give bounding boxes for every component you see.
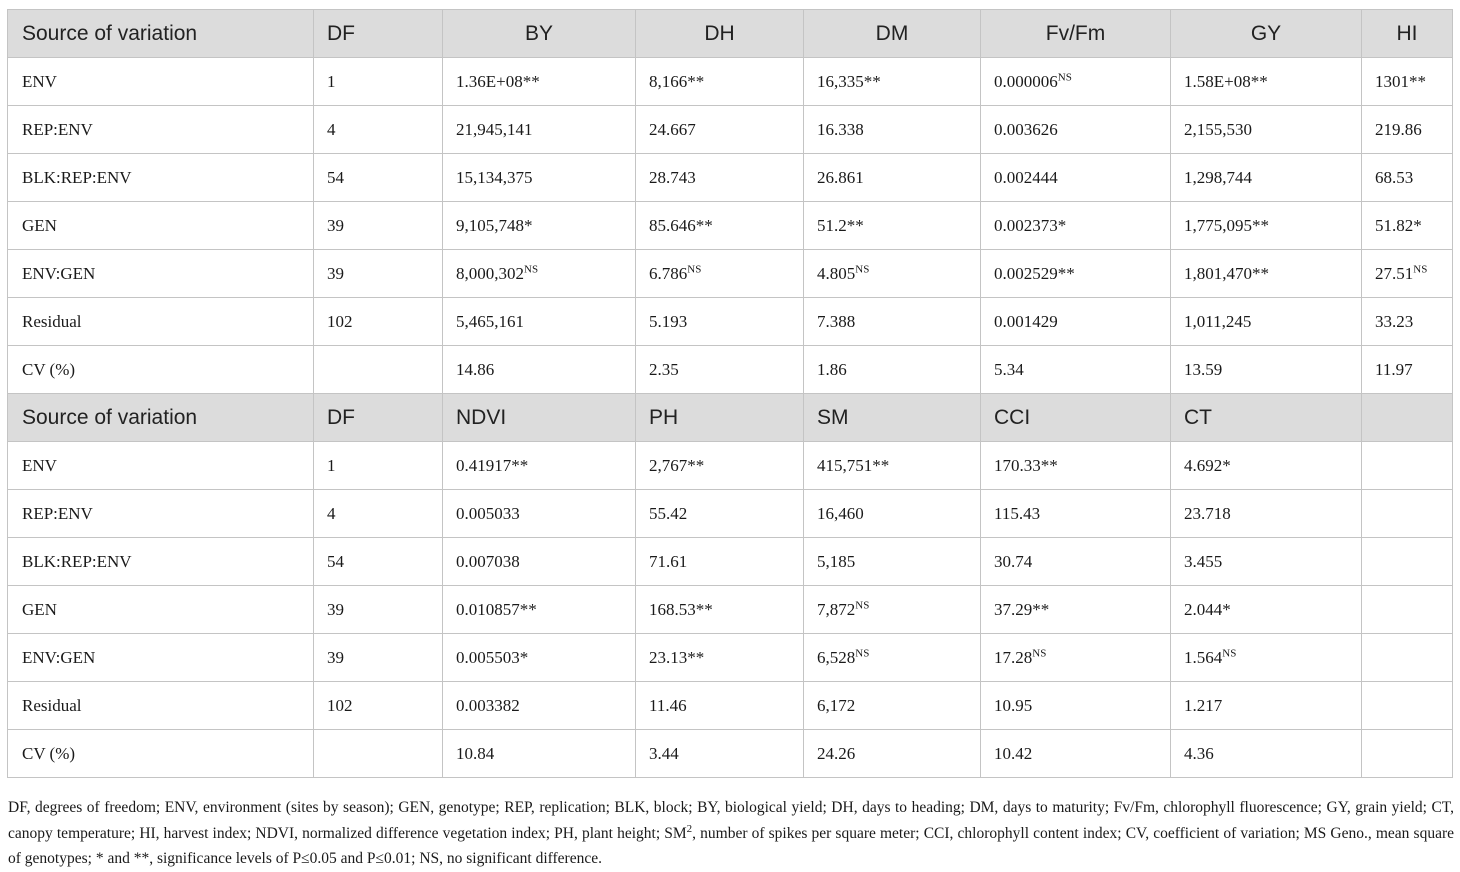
significance-superscript: NS: [1413, 262, 1428, 275]
table-cell: [1362, 586, 1453, 634]
cell-value: 24.26: [817, 743, 856, 763]
row-label-cell: [8, 730, 314, 778]
cell-value: 14.86: [456, 359, 495, 379]
cell-value: 1.564: [1184, 647, 1223, 667]
table-body-1: [8, 58, 1453, 394]
cell-value: 0.005503*: [456, 647, 529, 667]
table-cell: [314, 442, 443, 490]
significance-superscript: NS: [1222, 646, 1237, 659]
cell-value: 10.42: [994, 743, 1033, 763]
footnote-text-continued: , number of spikes per square meter; CCI, chlorophyll content index; CV, coefficient of variation; MS Geno., mean square of genotypes; * and **, significance levels of P≤0.05 and P≤0.01; NS, no significant difference.: [8, 824, 1454, 867]
table-cell: [443, 634, 636, 682]
table-row: [8, 106, 1453, 154]
significance-superscript: NS: [855, 598, 870, 611]
table-cell: [981, 586, 1171, 634]
cell-value: 15,134,375: [456, 167, 533, 187]
header-cell: DF: [314, 10, 443, 58]
table-cell: [981, 634, 1171, 682]
table-cell: [314, 682, 443, 730]
table-row: [8, 154, 1453, 202]
cell-value: 6,528: [817, 647, 856, 667]
cell-value: BLK:REP:ENV: [22, 551, 132, 571]
table-row: [8, 298, 1453, 346]
table-cell: [443, 298, 636, 346]
table-cell: [636, 154, 804, 202]
cell-value: 1,011,245: [1184, 311, 1252, 331]
table-row: [8, 682, 1453, 730]
table-cell: [804, 58, 981, 106]
cell-value: 8,166**: [649, 71, 705, 91]
table-cell: [314, 730, 443, 778]
cell-value: 54: [327, 551, 344, 571]
cell-value: 7.388: [817, 311, 856, 331]
cell-value: 3.44: [649, 743, 679, 763]
cell-value: 33.23: [1375, 311, 1414, 331]
table-row: [8, 58, 1453, 106]
cell-value: 5,185: [817, 551, 856, 571]
cell-value: 51.2**: [817, 215, 864, 235]
table-cell: [636, 490, 804, 538]
cell-value: 0.010857**: [456, 599, 537, 619]
header-cell: Source of variation: [8, 394, 314, 442]
cell-value: 1,775,095**: [1184, 215, 1269, 235]
cell-value: ENV: [22, 455, 57, 475]
significance-superscript: NS: [524, 262, 539, 275]
table-cell: [636, 442, 804, 490]
cell-value: 4: [327, 503, 336, 523]
cell-value: 1.86: [817, 359, 847, 379]
cell-value: 1.58E+08**: [1184, 71, 1268, 91]
cell-value: 7,872: [817, 599, 856, 619]
cell-value: Residual: [22, 695, 82, 715]
significance-superscript: NS: [1032, 646, 1047, 659]
table-cell: [443, 346, 636, 394]
cell-value: 0.001429: [994, 311, 1058, 331]
table-cell: [804, 202, 981, 250]
table-row: [8, 442, 1453, 490]
table-cell: [443, 586, 636, 634]
cell-value: 39: [327, 215, 344, 235]
table-cell: [636, 634, 804, 682]
table-cell: [804, 586, 981, 634]
cell-value: 4: [327, 119, 336, 139]
cell-value: 30.74: [994, 551, 1033, 571]
cell-value: 1: [327, 71, 336, 91]
table-cell: [804, 298, 981, 346]
significance-superscript: NS: [1057, 70, 1072, 83]
table-cell: [636, 730, 804, 778]
cell-value: 2.35: [649, 359, 679, 379]
table-row: [8, 730, 1453, 778]
cell-value: Residual: [22, 311, 82, 331]
cell-value: 1,801,470**: [1184, 263, 1269, 283]
table-cell: [636, 586, 804, 634]
cell-value: 71.61: [649, 551, 688, 571]
header-cell: [1362, 394, 1453, 442]
table-cell: [981, 298, 1171, 346]
significance-superscript: NS: [687, 262, 702, 275]
table-cell: [314, 298, 443, 346]
table-cell: [1362, 106, 1453, 154]
cell-value: 9,105,748*: [456, 215, 533, 235]
cell-value: 4.36: [1184, 743, 1214, 763]
cell-value: 16,460: [817, 503, 864, 523]
table-cell: [981, 490, 1171, 538]
table-cell: [1171, 634, 1362, 682]
table-cell: [1362, 538, 1453, 586]
cell-value: 11.46: [649, 695, 687, 715]
header-cell: BY: [443, 10, 636, 58]
cell-value: 10.95: [994, 695, 1033, 715]
table-cell: [981, 682, 1171, 730]
cell-value: 5,465,161: [456, 311, 524, 331]
row-label-cell: [8, 586, 314, 634]
row-label-cell: [8, 58, 314, 106]
cell-value: 3.455: [1184, 551, 1223, 571]
table-row: [8, 634, 1453, 682]
table-cell: [314, 586, 443, 634]
table-cell: [804, 346, 981, 394]
cell-value: 219.86: [1375, 119, 1422, 139]
cell-value: 1.36E+08**: [456, 71, 540, 91]
table-cell: [1362, 250, 1453, 298]
cell-value: 0.002444: [994, 167, 1058, 187]
table-row: [8, 586, 1453, 634]
table-cell: [443, 730, 636, 778]
table-cell: [443, 538, 636, 586]
cell-value: 102: [327, 311, 353, 331]
row-label-cell: [8, 442, 314, 490]
cell-value: 17.28: [994, 647, 1033, 667]
cell-value: 0.002373*: [994, 215, 1067, 235]
cell-value: 13.59: [1184, 359, 1223, 379]
table-cell: [981, 202, 1171, 250]
row-label-cell: [8, 202, 314, 250]
header-cell: DH: [636, 10, 804, 58]
table-row: [8, 490, 1453, 538]
table-cell: [1171, 490, 1362, 538]
cell-value: 4.805: [817, 263, 856, 283]
cell-value: 4.692*: [1184, 455, 1231, 475]
table-cell: [636, 346, 804, 394]
cell-value: BLK:REP:ENV: [22, 167, 132, 187]
table-cell: [314, 250, 443, 298]
table-cell: [804, 106, 981, 154]
cell-value: 0.000006: [994, 71, 1058, 91]
table-cell: [443, 106, 636, 154]
cell-value: 54: [327, 167, 344, 187]
table-cell: [1171, 250, 1362, 298]
table-cell: [314, 346, 443, 394]
table-cell: [314, 154, 443, 202]
cell-value: 16,335**: [817, 71, 881, 91]
table-cell: [314, 634, 443, 682]
table-cell: [1362, 154, 1453, 202]
header-cell: Source of variation: [8, 10, 314, 58]
table-cell: [636, 682, 804, 730]
table-cell: [1362, 634, 1453, 682]
header-cell: CCI: [981, 394, 1171, 442]
table-cell: [981, 346, 1171, 394]
table-cell: [443, 58, 636, 106]
table-cell: [981, 58, 1171, 106]
header-row-1: [8, 10, 1453, 58]
table-cell: [636, 538, 804, 586]
cell-value: 24.667: [649, 119, 696, 139]
cell-value: ENV:GEN: [22, 647, 96, 667]
table-cell: [804, 250, 981, 298]
table-cell: [1171, 106, 1362, 154]
significance-superscript: NS: [855, 646, 870, 659]
cell-value: 0.005033: [456, 503, 520, 523]
footnote-text: DF, degrees of freedom; ENV, environment (sites by season); GEN, genotype; REP, replication; BLK, block; BY, biological yield; DH, days to heading; DM, days to maturity; Fv/Fm, chlorophyll fluorescence; GY, grain yield; CT, canopy temperature; HI, harvest index; NDVI, normalized difference vegetation index; PH, plant height; SM: [8, 799, 1454, 842]
row-label-cell: [8, 490, 314, 538]
cell-value: 115.43: [994, 503, 1041, 523]
row-label-cell: [8, 634, 314, 682]
table-cell: [636, 202, 804, 250]
cell-value: GEN: [22, 215, 57, 235]
significance-superscript: NS: [855, 262, 870, 275]
table-cell: [1362, 682, 1453, 730]
header-cell: DF: [314, 394, 443, 442]
cell-value: 6.786: [649, 263, 688, 283]
table-row: [8, 250, 1453, 298]
table-cell: [1362, 346, 1453, 394]
cell-value: 16.338: [817, 119, 864, 139]
table-cell: [981, 538, 1171, 586]
header-cell: SM: [804, 394, 981, 442]
cell-value: 51.82*: [1375, 215, 1422, 235]
cell-value: 415,751**: [817, 455, 890, 475]
table-cell: [804, 154, 981, 202]
cell-value: 0.41917**: [456, 455, 529, 475]
cell-value: 1.217: [1184, 695, 1223, 715]
table-cell: [1171, 586, 1362, 634]
cell-value: 102: [327, 695, 353, 715]
cell-value: ENV: [22, 71, 57, 91]
cell-value: 21,945,141: [456, 119, 533, 139]
cell-value: 55.42: [649, 503, 688, 523]
table-cell: [314, 106, 443, 154]
cell-value: 5.193: [649, 311, 688, 331]
cell-value: 170.33**: [994, 455, 1058, 475]
table-cell: [1362, 58, 1453, 106]
cell-value: 23.718: [1184, 503, 1231, 523]
cell-value: 1: [327, 455, 336, 475]
cell-value: 0.003382: [456, 695, 520, 715]
footnote-superscript: 2: [686, 822, 693, 835]
cell-value: 2.044*: [1184, 599, 1231, 619]
table-cell: [1362, 490, 1453, 538]
table-cell: [636, 250, 804, 298]
cell-value: 39: [327, 647, 344, 667]
table-cell: [636, 58, 804, 106]
header-row-2: [8, 394, 1453, 442]
cell-value: 0.007038: [456, 551, 520, 571]
cell-value: 2,155,530: [1184, 119, 1252, 139]
table-cell: [1362, 442, 1453, 490]
header-cell: CT: [1171, 394, 1362, 442]
table-cell: [1171, 682, 1362, 730]
table-body-2: [8, 442, 1453, 778]
cell-value: 39: [327, 599, 344, 619]
table-cell: [443, 250, 636, 298]
row-label-cell: [8, 538, 314, 586]
cell-value: REP:ENV: [22, 119, 93, 139]
table-cell: [1171, 298, 1362, 346]
table-cell: [1171, 154, 1362, 202]
header-cell: HI: [1362, 10, 1453, 58]
table-cell: [314, 202, 443, 250]
table-cell: [1171, 346, 1362, 394]
cell-value: 39: [327, 263, 344, 283]
cell-value: 0.003626: [994, 119, 1058, 139]
header-cell: PH: [636, 394, 804, 442]
cell-value: 28.743: [649, 167, 696, 187]
table-cell: [1171, 730, 1362, 778]
cell-value: 11.97: [1375, 359, 1413, 379]
cell-value: 1301**: [1375, 71, 1426, 91]
row-label-cell: [8, 346, 314, 394]
table-cell: [1171, 58, 1362, 106]
table-cell: [804, 442, 981, 490]
table-cell: [443, 442, 636, 490]
header-cell: NDVI: [443, 394, 636, 442]
cell-value: 27.51: [1375, 263, 1414, 283]
cell-value: 0.002529**: [994, 263, 1075, 283]
table-row: [8, 538, 1453, 586]
cell-value: 68.53: [1375, 167, 1414, 187]
table-cell: [1362, 298, 1453, 346]
cell-value: 10.84: [456, 743, 495, 763]
table-cell: [636, 298, 804, 346]
table-cell: [443, 202, 636, 250]
table-row: [8, 202, 1453, 250]
cell-value: 5.34: [994, 359, 1024, 379]
row-label-cell: [8, 250, 314, 298]
row-label-cell: [8, 298, 314, 346]
table-cell: [804, 538, 981, 586]
cell-value: REP:ENV: [22, 503, 93, 523]
cell-value: 168.53**: [649, 599, 713, 619]
table-cell: [981, 730, 1171, 778]
table-cell: [1362, 730, 1453, 778]
table-cell: [804, 682, 981, 730]
table-cell: [1362, 202, 1453, 250]
cell-value: 23.13**: [649, 647, 705, 667]
cell-value: 2,767**: [649, 455, 705, 475]
cell-value: 26.861: [817, 167, 864, 187]
header-cell: Fv/Fm: [981, 10, 1171, 58]
header-cell: DM: [804, 10, 981, 58]
cell-value: 1,298,744: [1184, 167, 1252, 187]
table-cell: [981, 106, 1171, 154]
table-cell: [981, 442, 1171, 490]
table-cell: [1171, 442, 1362, 490]
table-cell: [981, 250, 1171, 298]
table-cell: [443, 490, 636, 538]
table-row: [8, 346, 1453, 394]
table-footnote: [8, 795, 1454, 872]
cell-value: 37.29**: [994, 599, 1050, 619]
table-cell: [314, 490, 443, 538]
table-cell: [443, 154, 636, 202]
table-cell: [1171, 538, 1362, 586]
cell-value: 85.646**: [649, 215, 713, 235]
cell-value: 8,000,302: [456, 263, 524, 283]
cell-value: 6,172: [817, 695, 856, 715]
row-label-cell: [8, 154, 314, 202]
table-cell: [443, 682, 636, 730]
table-cell: [314, 58, 443, 106]
table-cell: [804, 634, 981, 682]
cell-value: CV (%): [22, 743, 76, 763]
anova-table: [7, 9, 1453, 778]
table-cell: [804, 730, 981, 778]
header-cell: GY: [1171, 10, 1362, 58]
cell-value: ENV:GEN: [22, 263, 96, 283]
table-cell: [981, 154, 1171, 202]
cell-value: GEN: [22, 599, 57, 619]
table-cell: [636, 106, 804, 154]
table-cell: [314, 538, 443, 586]
row-label-cell: [8, 106, 314, 154]
row-label-cell: [8, 682, 314, 730]
table-cell: [1171, 202, 1362, 250]
table-cell: [804, 490, 981, 538]
cell-value: CV (%): [22, 359, 76, 379]
